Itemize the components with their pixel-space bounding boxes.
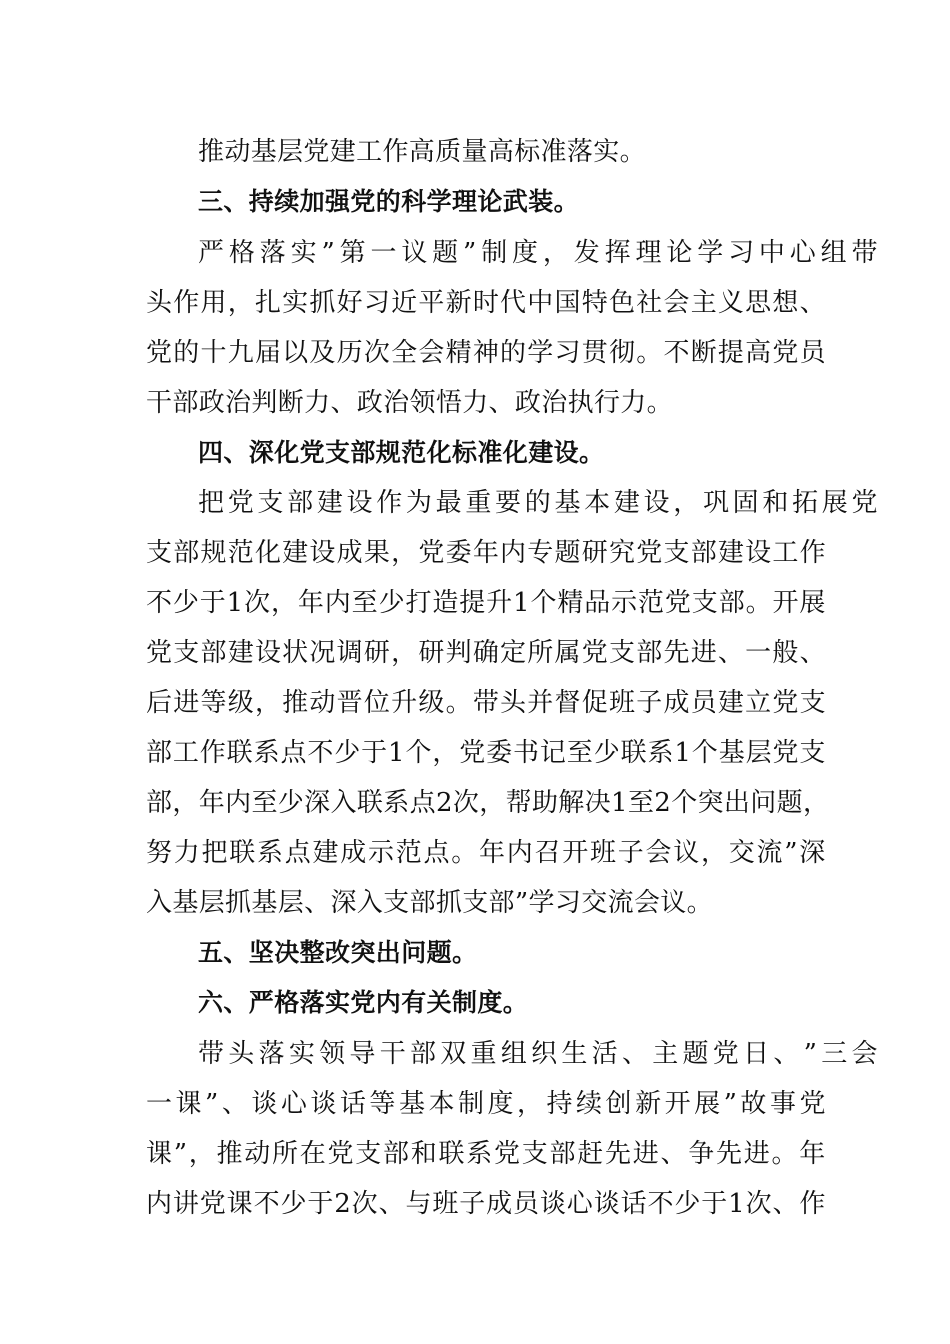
paragraph-line: 部 ， 年 内 至 少 深 入 联 系 点 2 次 ， 帮 助 解 决 1 至 2 个 突 出 问 题 ， xyxy=(146,788,830,818)
paragraph-line: 支 部 规 范 化 建 设 成 果 ， 党 委 年 内 专 题 研 究 党 支 部 建 设 工 作 xyxy=(146,538,826,568)
paragraph-line: 内 讲 党 课 不 少 于 2 次 、 与 班 子 成 员 谈 心 谈 话 不 少 于 1 次 、 作 xyxy=(146,1189,826,1219)
section-heading-6: 六、严格落实党内有关制度。 xyxy=(198,988,529,1017)
paragraph-line: 一 课 ” 、 谈 心 谈 话 等 基 本 制 度 ， 持 续 创 新 开 展 ” 故 事 党 xyxy=(146,1089,826,1119)
paragraph-line: 严 格 落 实 ” 第 一 议 题 ” 制 度 ， 发 挥 理 论 学 习 中 心 组 带 xyxy=(198,238,878,268)
paragraph-line: 带 头 落 实 领 导 干 部 双 重 组 织 生 活 、 主 题 党 日 、 ” 三 会 xyxy=(198,1039,878,1069)
paragraph-line: 部 工 作 联 系 点 不 少 于 1 个 ， 党 委 书 记 至 少 联 系 1 个 基 层 党 支 xyxy=(146,738,826,768)
paragraph-line: 推动基层党建工作高质量高标准落实。 xyxy=(198,137,646,167)
paragraph-line: 不 少 于 1 次 ， 年 内 至 少 打 造 提 升 1 个 精 品 示 范 党 支 部 。 开 展 xyxy=(146,588,826,618)
section-heading-5: 五、坚决整改突出问题。 xyxy=(198,938,478,967)
section-heading-4: 四、深化党支部规范化标准化建设。 xyxy=(198,438,605,467)
paragraph-line: 党 支 部 建 设 状 况 调 研 ， 研 判 确 定 所 属 党 支 部 先 进 、 一 般 、 xyxy=(146,638,826,668)
paragraph-line: 课 ” ， 推 动 所 在 党 支 部 和 联 系 党 支 部 赶 先 进 、 争 先 进 。 年 xyxy=(146,1139,826,1169)
paragraph-line: 把 党 支 部 建 设 作 为 最 重 要 的 基 本 建 设 ， 巩 固 和 拓 展 党 xyxy=(198,488,878,518)
section-heading-3: 三、持续加强党的科学理论武装。 xyxy=(198,187,580,216)
paragraph-line: 头 作 用 ， 扎 实 抓 好 习 近 平 新 时 代 中 国 特 色 社 会 主 义 思 想 、 xyxy=(146,288,826,318)
paragraph-line: 党 的 十 九 届 以 及 历 次 全 会 精 神 的 学 习 贯 彻 。 不 断 提 高 党 员 xyxy=(146,338,826,368)
paragraph-line: 干部政治判断力、政治领悟力、政治执行力。 xyxy=(146,388,674,418)
paragraph-line: 后 进 等 级 ， 推 动 晋 位 升 级 。 带 头 并 督 促 班 子 成 员 建 立 党 支 xyxy=(146,688,826,718)
paragraph-line: 努 力 把 联 系 点 建 成 示 范 点 。 年 内 召 开 班 子 会 议 ， 交 流 ” 深 xyxy=(146,838,826,868)
paragraph-line: 入基层抓基层、深入支部抓支部”学习交流会议。 xyxy=(146,888,713,918)
